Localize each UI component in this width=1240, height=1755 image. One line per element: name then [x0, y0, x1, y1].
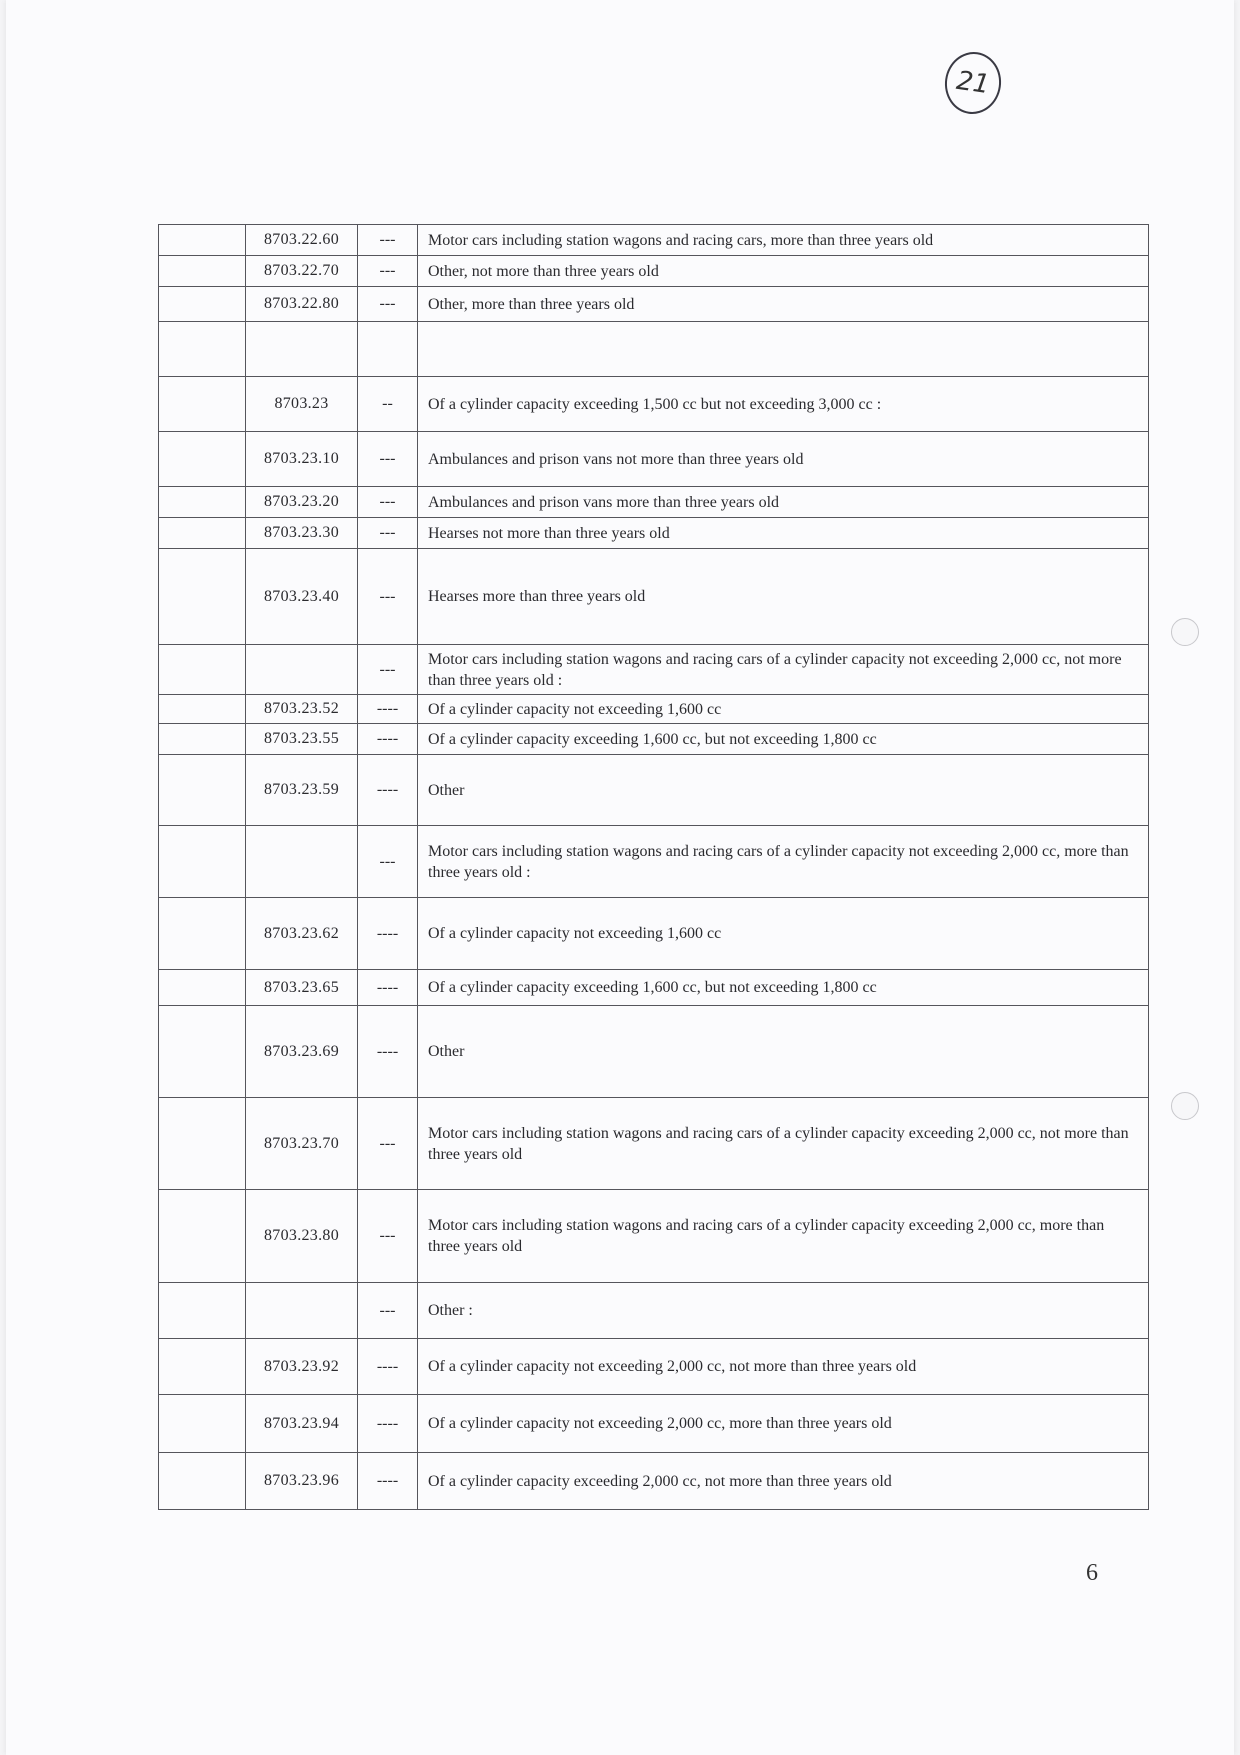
- description-cell: Of a cylinder capacity exceeding 1,500 cc but not exceeding 3,000 cc :: [418, 377, 1149, 432]
- blank-cell: [159, 826, 246, 898]
- table-row: [159, 724, 1149, 755]
- blank-cell: [159, 549, 246, 645]
- tariff-code-cell: 8703.22.70: [246, 256, 358, 287]
- description-cell: Motor cars including station wagons and racing cars of a cylinder capacity not exceeding 2,000 cc, not more than three years old :: [418, 645, 1149, 695]
- blank-cell: [159, 322, 246, 377]
- table-row: [159, 1006, 1149, 1098]
- tariff-code-cell: 8703.23.10: [246, 432, 358, 487]
- table-row: [159, 377, 1149, 432]
- tariff-table-body: [159, 225, 1149, 1510]
- tariff-code-cell: [246, 645, 358, 695]
- tariff-code-cell: 8703.23.92: [246, 1339, 358, 1395]
- level-dash-cell: ----: [358, 1339, 418, 1395]
- level-dash-cell: --: [358, 377, 418, 432]
- description-cell: Of a cylinder capacity not exceeding 2,000 cc, more than three years old: [418, 1395, 1149, 1453]
- table-row: [159, 645, 1149, 695]
- blank-cell: [159, 755, 246, 826]
- table-row: [159, 1190, 1149, 1283]
- table-row: [159, 487, 1149, 518]
- tariff-table: [158, 224, 1149, 1510]
- punch-hole-lower: [1171, 1092, 1199, 1120]
- tariff-code-cell: 8703.22.80: [246, 287, 358, 322]
- table-row: [159, 256, 1149, 287]
- table-row: [159, 695, 1149, 724]
- level-dash-cell: ---: [358, 225, 418, 256]
- level-dash-cell: ----: [358, 1395, 418, 1453]
- description-cell: Motor cars including station wagons and racing cars of a cylinder capacity not exceeding 2,000 cc, more than three years old :: [418, 826, 1149, 898]
- level-dash-cell: [358, 322, 418, 377]
- level-dash-cell: ---: [358, 645, 418, 695]
- page-number: 6: [1086, 1560, 1098, 1586]
- blank-cell: [159, 256, 246, 287]
- table-row: [159, 1453, 1149, 1510]
- tariff-code-cell: [246, 826, 358, 898]
- table-row: [159, 1395, 1149, 1453]
- description-cell: [418, 322, 1149, 377]
- description-cell: Motor cars including station wagons and racing cars of a cylinder capacity exceeding 2,000 cc, more than three years old: [418, 1190, 1149, 1283]
- level-dash-cell: ---: [358, 518, 418, 549]
- level-dash-cell: ---: [358, 256, 418, 287]
- description-cell: Other, more than three years old: [418, 287, 1149, 322]
- table-row: [159, 755, 1149, 826]
- level-dash-cell: ---: [358, 287, 418, 322]
- description-cell: Motor cars including station wagons and racing cars of a cylinder capacity exceeding 2,000 cc, not more than three years old: [418, 1098, 1149, 1190]
- tariff-code-cell: 8703.23.69: [246, 1006, 358, 1098]
- description-cell: Of a cylinder capacity exceeding 1,600 cc, but not exceeding 1,800 cc: [418, 724, 1149, 755]
- tariff-code-cell: 8703.23.40: [246, 549, 358, 645]
- description-cell: Of a cylinder capacity exceeding 1,600 cc, but not exceeding 1,800 cc: [418, 970, 1149, 1006]
- tariff-code-cell: 8703.23.55: [246, 724, 358, 755]
- description-cell: Of a cylinder capacity not exceeding 2,000 cc, not more than three years old: [418, 1339, 1149, 1395]
- blank-cell: [159, 1283, 246, 1339]
- blank-cell: [159, 1006, 246, 1098]
- table-row: [159, 1098, 1149, 1190]
- level-dash-cell: ----: [358, 724, 418, 755]
- tariff-code-cell: 8703.23.80: [246, 1190, 358, 1283]
- blank-cell: [159, 377, 246, 432]
- table-row: [159, 432, 1149, 487]
- blank-cell: [159, 724, 246, 755]
- description-cell: Ambulances and prison vans not more than three years old: [418, 432, 1149, 487]
- blank-cell: [159, 1190, 246, 1283]
- level-dash-cell: ----: [358, 970, 418, 1006]
- blank-cell: [159, 970, 246, 1006]
- level-dash-cell: ---: [358, 1098, 418, 1190]
- level-dash-cell: ----: [358, 898, 418, 970]
- description-cell: Ambulances and prison vans more than three years old: [418, 487, 1149, 518]
- tariff-code-cell: 8703.23.94: [246, 1395, 358, 1453]
- table-row: [159, 1283, 1149, 1339]
- table-row: [159, 1339, 1149, 1395]
- blank-cell: [159, 1453, 246, 1510]
- level-dash-cell: ---: [358, 826, 418, 898]
- table-row: [159, 826, 1149, 898]
- level-dash-cell: ---: [358, 549, 418, 645]
- level-dash-cell: ----: [358, 1006, 418, 1098]
- tariff-code-cell: 8703.23.20: [246, 487, 358, 518]
- level-dash-cell: ---: [358, 432, 418, 487]
- folio-stamp: 21: [941, 48, 1005, 117]
- table-row: [159, 322, 1149, 377]
- tariff-code-cell: 8703.23.52: [246, 695, 358, 724]
- description-cell: Of a cylinder capacity not exceeding 1,600 cc: [418, 695, 1149, 724]
- description-cell: Hearses more than three years old: [418, 549, 1149, 645]
- blank-cell: [159, 1339, 246, 1395]
- level-dash-cell: ---: [358, 1283, 418, 1339]
- table-row: [159, 225, 1149, 256]
- blank-cell: [159, 487, 246, 518]
- description-cell: Other, not more than three years old: [418, 256, 1149, 287]
- table-row: [159, 518, 1149, 549]
- description-cell: Of a cylinder capacity exceeding 2,000 cc, not more than three years old: [418, 1453, 1149, 1510]
- blank-cell: [159, 518, 246, 549]
- tariff-code-cell: [246, 322, 358, 377]
- level-dash-cell: ---: [358, 1190, 418, 1283]
- blank-cell: [159, 695, 246, 724]
- description-cell: Other: [418, 1006, 1149, 1098]
- tariff-code-cell: 8703.23.65: [246, 970, 358, 1006]
- tariff-code-cell: 8703.23.70: [246, 1098, 358, 1190]
- blank-cell: [159, 898, 246, 970]
- blank-cell: [159, 225, 246, 256]
- tariff-code-cell: 8703.23: [246, 377, 358, 432]
- blank-cell: [159, 1098, 246, 1190]
- level-dash-cell: ----: [358, 695, 418, 724]
- table-row: [159, 970, 1149, 1006]
- tariff-code-cell: [246, 1283, 358, 1339]
- description-cell: Of a cylinder capacity not exceeding 1,600 cc: [418, 898, 1149, 970]
- description-cell: Other :: [418, 1283, 1149, 1339]
- description-cell: Motor cars including station wagons and racing cars, more than three years old: [418, 225, 1149, 256]
- table-row: [159, 549, 1149, 645]
- table-row: [159, 898, 1149, 970]
- description-cell: Hearses not more than three years old: [418, 518, 1149, 549]
- tariff-code-cell: 8703.23.59: [246, 755, 358, 826]
- tariff-code-cell: 8703.23.96: [246, 1453, 358, 1510]
- level-dash-cell: ----: [358, 755, 418, 826]
- punch-hole-upper: [1171, 618, 1199, 646]
- blank-cell: [159, 1395, 246, 1453]
- blank-cell: [159, 287, 246, 322]
- description-cell: Other: [418, 755, 1149, 826]
- blank-cell: [159, 645, 246, 695]
- tariff-code-cell: 8703.23.30: [246, 518, 358, 549]
- level-dash-cell: ----: [358, 1453, 418, 1510]
- tariff-code-cell: 8703.22.60: [246, 225, 358, 256]
- tariff-code-cell: 8703.23.62: [246, 898, 358, 970]
- level-dash-cell: ---: [358, 487, 418, 518]
- table-row: [159, 287, 1149, 322]
- blank-cell: [159, 432, 246, 487]
